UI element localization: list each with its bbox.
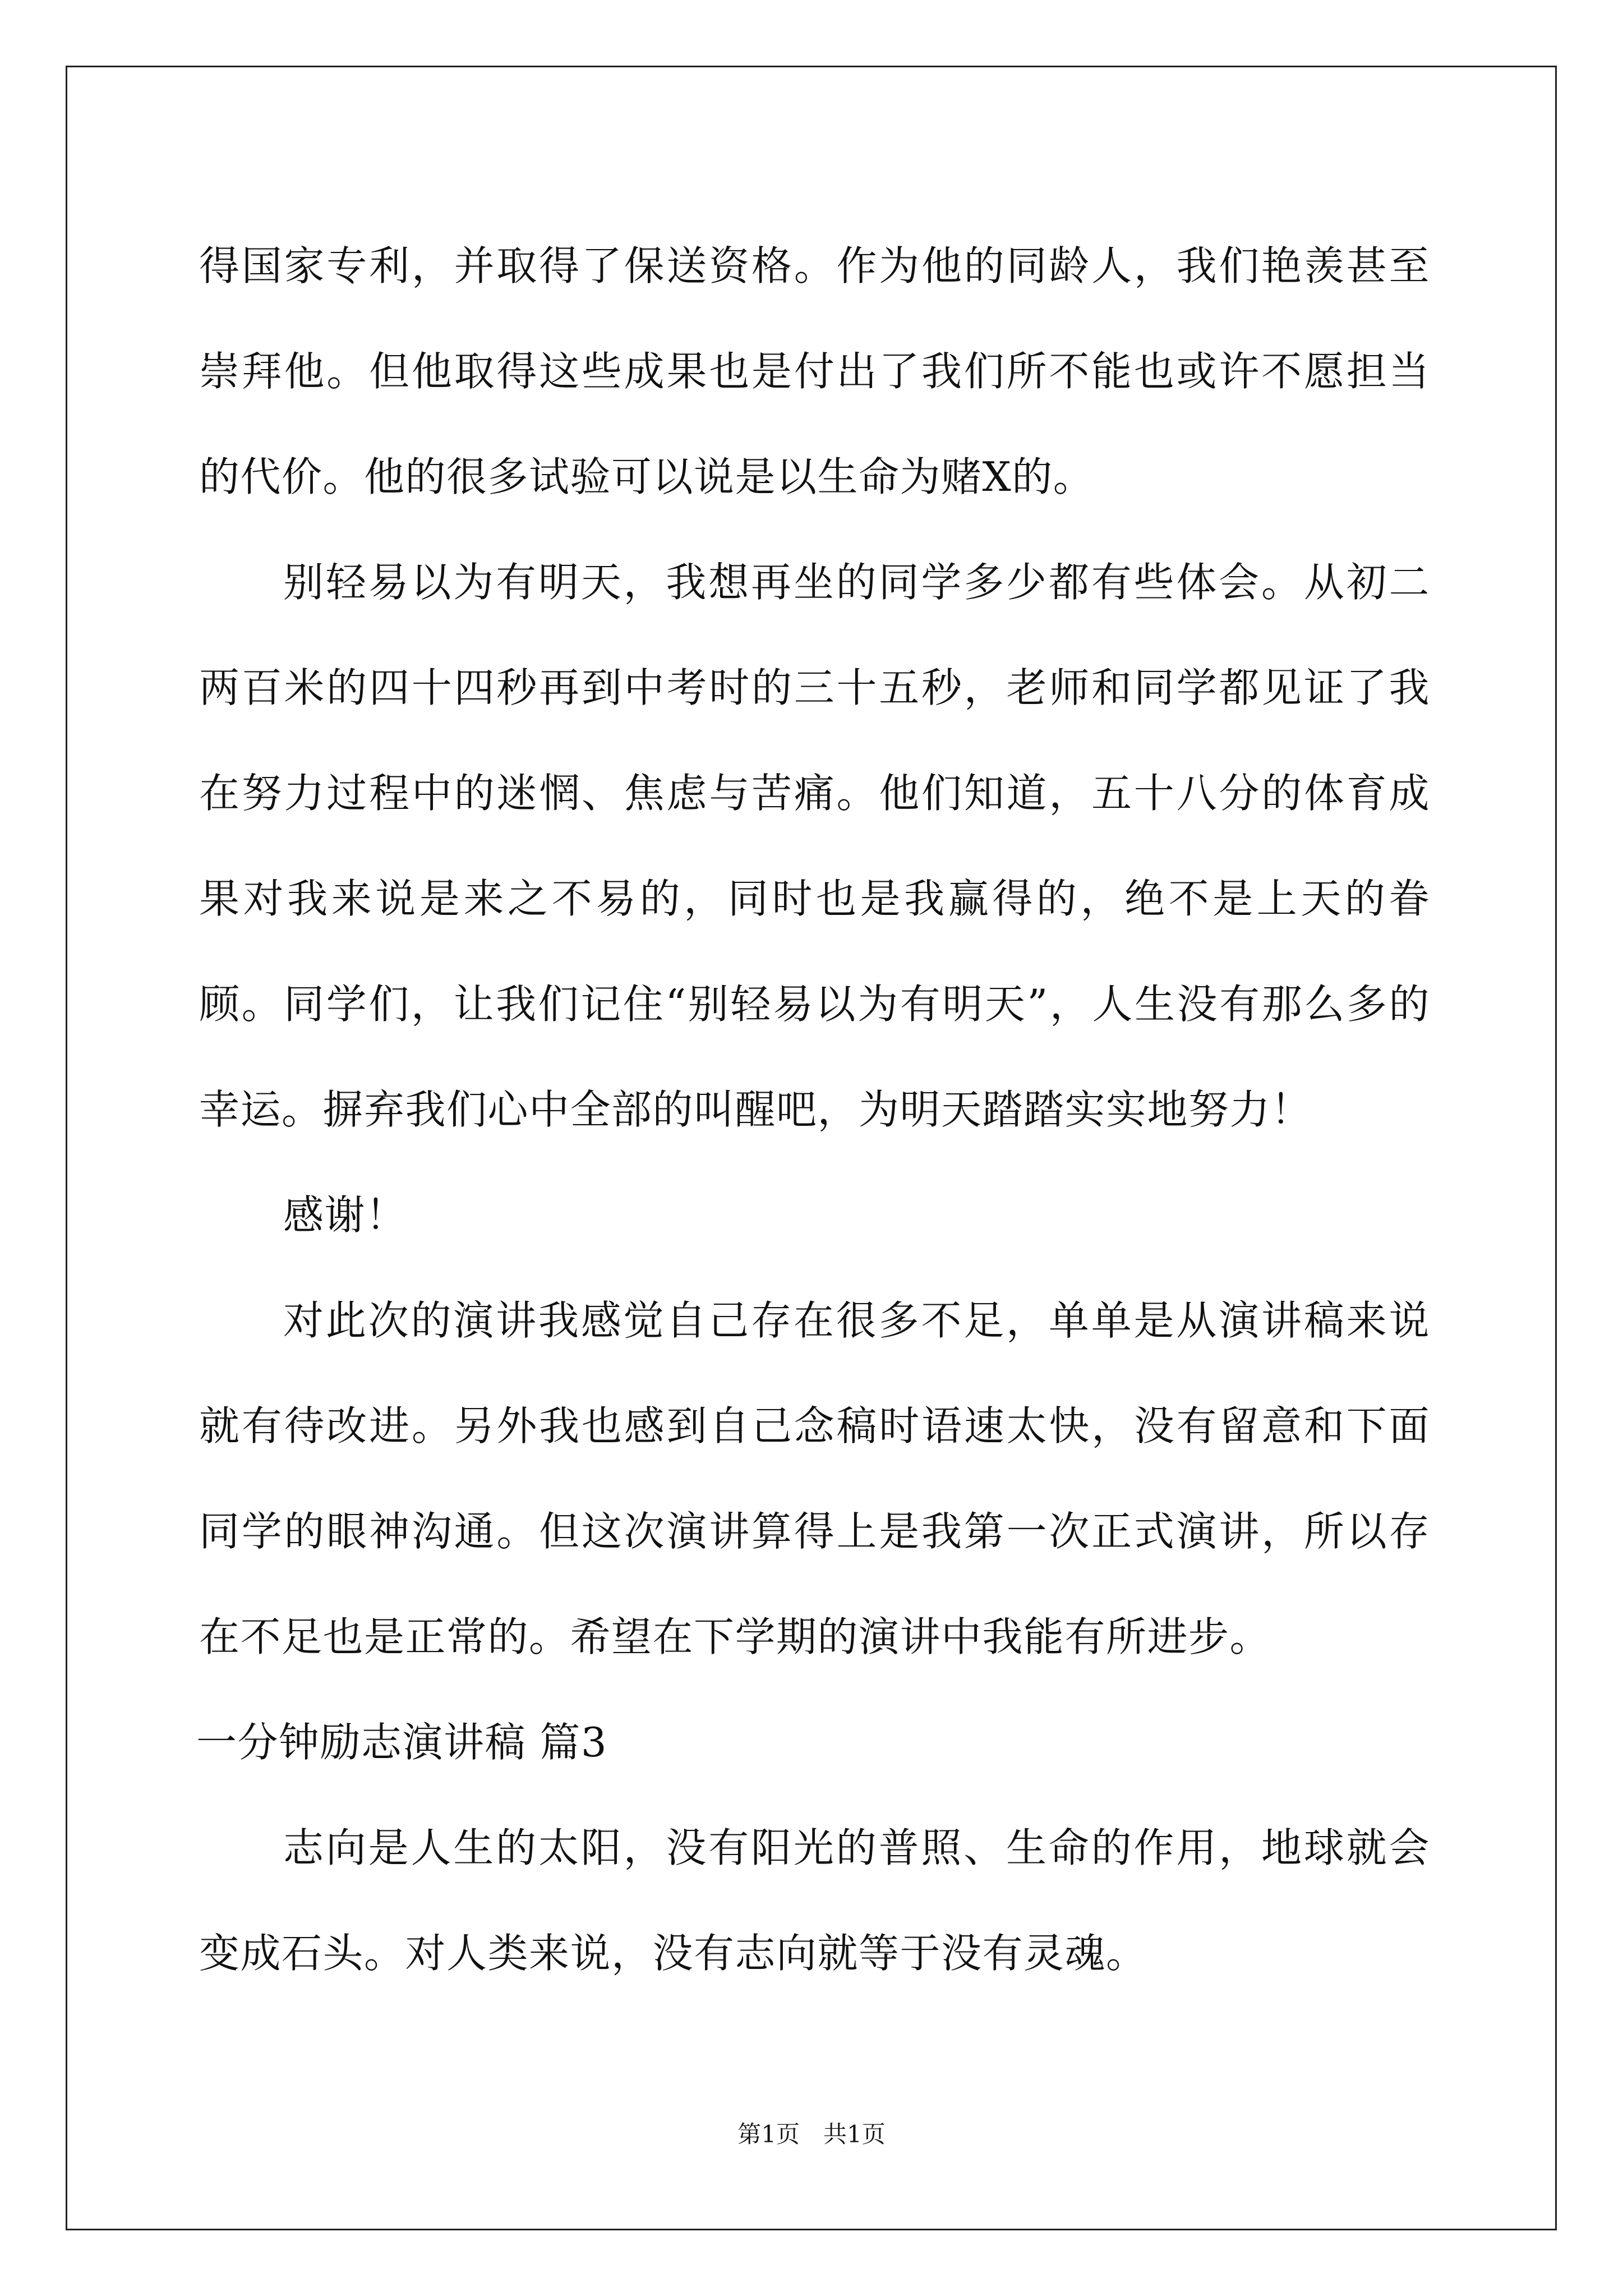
paragraph-5: 志向是人生的太阳，没有阳光的普照、生命的作用，地球就会变成石头。对人类来说，没有志向就等于没有灵魂。 (199, 1824, 1430, 1977)
paragraph-2: 别轻易以为有明天，我想再坐的同学多少都有些体会。从初二两百米的四十四秒再到中考时的三十五秒，老师和同学都见证了我在努力过程中的迷惘、焦虑与苦痛。他们知道，五十八分的体育成果对我来说是来之不易的，同时也是我赢得的，绝不是上天的眷顾。同学们，让我们记住“别轻易以为有明天”，人生没有那么多的幸运。摒弃我们心中全部的叫醒吧，为明天踏踏实实地努力！ (199, 559, 1430, 1133)
paragraph-1: 得国家专利，并取得了保送资格。作为他的同龄人，我们艳羡甚至崇拜他。但他取得这些成果也是付出了我们所不能也或许不愿担当的代价。他的很多试验可以说是以生命为赌X的。 (199, 242, 1430, 500)
document-body (196, 213, 1430, 2006)
section-heading: 一分钟励志演讲稿 篇3 (196, 1719, 608, 1766)
paragraph-3: 感谢！ (283, 1191, 407, 1239)
page-number-footer: 第1页 共1页 (737, 2120, 886, 2148)
paragraph-4: 对此次的演讲我感觉自己存在很多不足，单单是从演讲稿来说就有待改进。另外我也感到自己念稿时语速太快，没有留意和下面同学的眼神沟通。但这次演讲算得上是我第一次正式演讲，所以存在不足也是正常的。希望在下学期的演讲中我能有所进步。 (199, 1297, 1430, 1660)
